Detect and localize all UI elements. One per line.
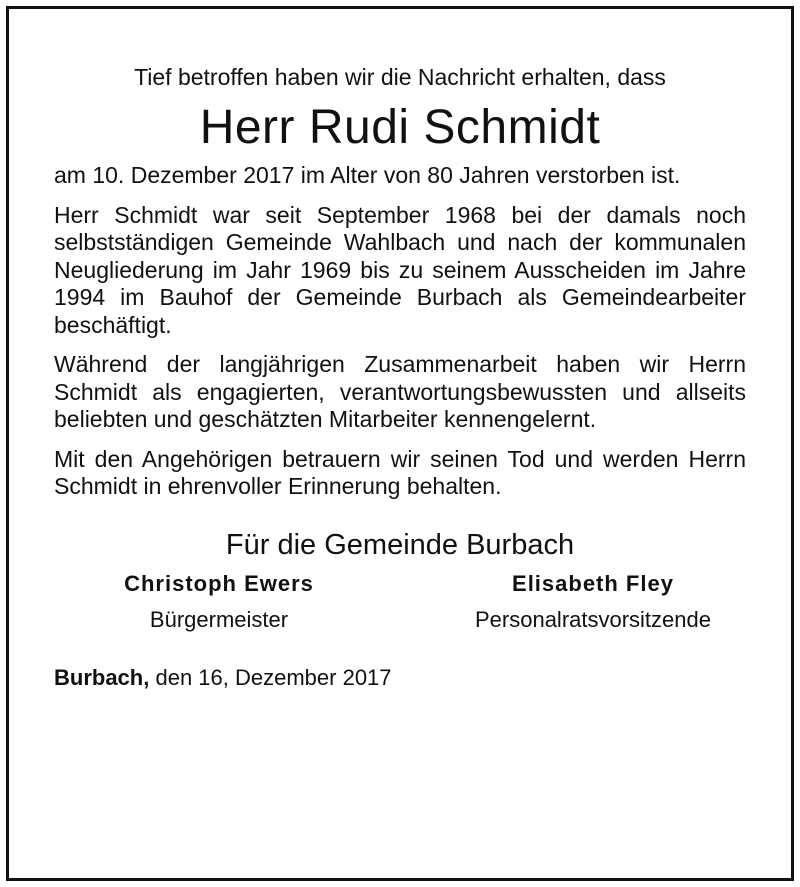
place: Burbach,: [54, 664, 150, 690]
deceased-name: Herr Rudi Schmidt: [199, 101, 601, 154]
date: den 16, Dezember 2017: [149, 664, 392, 690]
signers: [54, 569, 746, 635]
paragraph-death: am 10. Dezember 2017 im Alter von 80 Jahren verstorben ist.: [54, 162, 681, 188]
place-date: [54, 663, 746, 693]
intro-text: Tief betroffen haben wir die Nachricht erhalten, dass: [134, 64, 666, 90]
signer-name: Christoph Ewers: [124, 570, 314, 596]
paragraph-career: Herr Schmidt war seit September 1968 bei der damals noch selbstständigen Gemeinde Wahlbach und nach der kommunalen Neugliederung im Jahr 1969 bis zu seinem Ausscheiden im Jahre 1994 im Bauhof der Gemeinde Burbach als Gemeindearbeiter beschäftigt.: [54, 201, 746, 338]
signer-role: Bürgermeister: [149, 606, 289, 632]
signer-name: Elisabeth Fley: [512, 570, 674, 596]
paragraph-mourning: Mit den Angehörigen betrauern wir seinen Tod und werden Herrn Schmidt in ehrenvoller Erinnerung behalten.: [54, 445, 746, 499]
signer-staff-council: [428, 569, 758, 635]
signature-heading: Für die Gemeinde Burbach: [225, 528, 575, 561]
signer-mayor: [54, 569, 384, 635]
signer-role: Personalratsvorsitzende: [474, 606, 711, 632]
obituary-notice: [54, 62, 746, 693]
paragraph-appreciation: Während der langjährigen Zusammenarbeit haben wir Herrn Schmidt als engagierten, verantwortungsbewussten und allseits beliebten und geschätzten Mitarbeiter kennengelernt.: [54, 351, 746, 432]
